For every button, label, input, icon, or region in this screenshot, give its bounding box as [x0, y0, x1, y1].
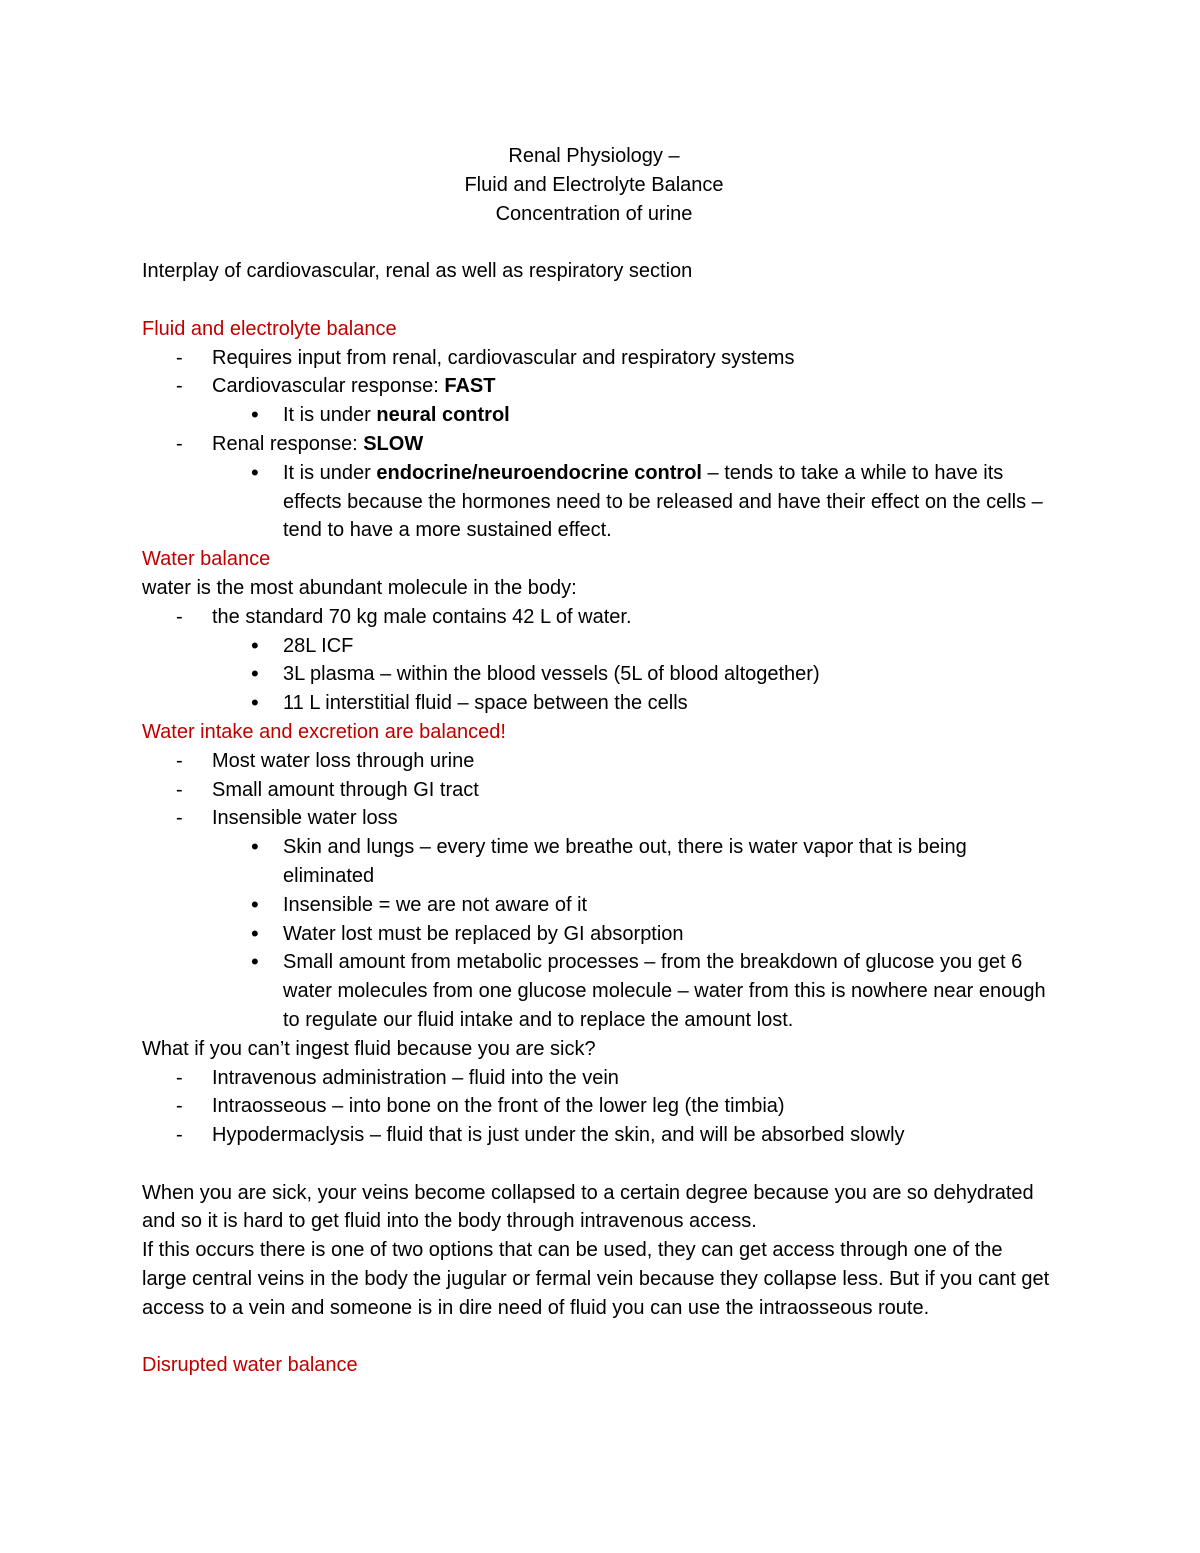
list-item: - Insensible water loss	[142, 804, 1052, 833]
heading-water-intake-excretion: Water intake and excretion are balanced!	[142, 720, 506, 743]
emphasis-text: SLOW	[363, 432, 424, 455]
bullet-item: • Insensible = we are not aware of it	[142, 891, 1052, 920]
document-title	[136, 142, 1052, 228]
document-body	[142, 142, 1052, 1380]
emphasis-text: FAST	[444, 375, 496, 398]
paragraph: When you are sick, your veins become collapsed to a certain degree because you are so dehydrated and so it is hard to get fluid into the body through intravenous access.	[142, 1181, 1034, 1233]
spacer	[142, 1323, 1052, 1352]
list-item	[142, 372, 1052, 401]
bullet-item: • 3L plasma – within the blood vessels (5L of blood altogether)	[142, 660, 1052, 689]
title-line-1: Renal Physiology –	[508, 145, 680, 167]
list-item: - Intraosseous – into bone on the front of the lower leg (the timbia)	[142, 1092, 1052, 1121]
list-item-text: Renal response:	[212, 432, 364, 455]
question-text: What if you can’t ingest fluid because you are sick?	[142, 1037, 596, 1060]
bullet-text: It is under	[283, 404, 377, 427]
list-item: - Hypodermaclysis – fluid that is just under the skin, and will be absorbed slowly	[142, 1121, 1052, 1150]
bullet-item: • Skin and lungs – every time we breathe out, there is water vapor that is being eliminated	[142, 833, 1052, 891]
bullet-item: • Small amount from metabolic processes – from the breakdown of glucose you get 6 water molecules from one glucose molecule – water from this is nowhere near enough to regulate our fluid intake and to replace the amount lost.	[142, 948, 1052, 1034]
bullet-item: • 28L ICF	[142, 632, 1052, 661]
bullet-item	[142, 401, 1052, 430]
list-item: - Small amount through GI tract	[142, 776, 1052, 805]
bullet-item: • Water lost must be replaced by GI absorption	[142, 920, 1052, 949]
spacer	[142, 286, 1052, 315]
title-line-2: Fluid and Electrolyte Balance	[464, 173, 724, 196]
bullet-text: It is under	[283, 461, 377, 484]
list-item: - the standard 70 kg male contains 42 L of water.	[142, 603, 1052, 632]
list-item: - Most water loss through urine	[142, 747, 1052, 776]
intro-text: Interplay of cardiovascular, renal as well as respiratory section	[142, 260, 693, 283]
title-line-3: Concentration of urine	[495, 202, 693, 225]
spacer	[142, 228, 1052, 257]
emphasis-text: neural control	[376, 404, 510, 427]
spacer	[142, 1150, 1052, 1179]
heading-water-balance: Water balance	[142, 548, 271, 571]
paragraph: If this occurs there is one of two options that can be used, they can get access through one of the large central veins in the body the jugular or fermal vein because they collapse less. But if you cant get access to a vein and someone is in dire need of fluid you can use the intraosseous route.	[142, 1239, 1050, 1319]
list-item: - Requires input from renal, cardiovascular and respiratory systems	[142, 344, 1052, 373]
bullet-item	[142, 459, 1052, 545]
list-item: - Intravenous administration – fluid into the vein	[142, 1064, 1052, 1093]
list-item	[142, 430, 1052, 459]
bullet-text: – tends to take a while to have its effects because the hormones need to be released and have their effect on the cells – tend to have a more sustained effect.	[283, 461, 1043, 542]
heading-fluid-electrolyte-balance: Fluid and electrolyte balance	[142, 317, 397, 340]
heading-disrupted-water-balance: Disrupted water balance	[142, 1354, 358, 1377]
list-item-text: Cardiovascular response:	[212, 375, 445, 398]
emphasis-text: endocrine/neuroendocrine control	[376, 461, 702, 484]
bullet-item: • 11 L interstitial fluid – space between the cells	[142, 689, 1052, 718]
section-intro: water is the most abundant molecule in the body:	[142, 576, 577, 599]
